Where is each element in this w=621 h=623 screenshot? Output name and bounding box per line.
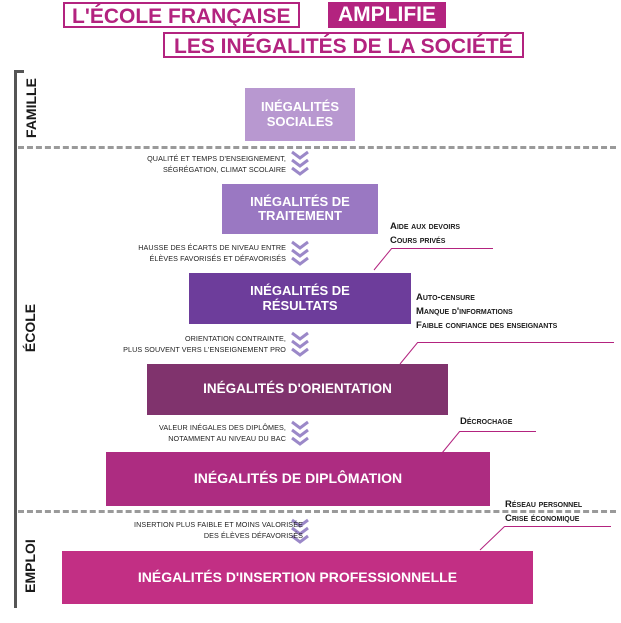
annotation-line: Réseau personnel [505, 499, 583, 510]
annotation-line: Aide aux devoirs [390, 221, 461, 232]
annotation-diplomation [505, 498, 582, 526]
box-line: INÉGALITÉS DE [250, 193, 350, 209]
box-inegalites-diplomation [106, 452, 490, 506]
note-line: ÉLÈVES FAVORISÉS ET DÉFAVORISÉS [149, 254, 286, 264]
annotation-underline [505, 526, 611, 527]
annotation-underline [460, 431, 536, 432]
annotation-line: Manque d'informations [416, 305, 513, 317]
note-line: ORIENTATION CONTRAINTE, [184, 334, 286, 343]
title-line1-part2: AMPLIFIE [328, 2, 446, 28]
annotation-line: Crise économique [505, 512, 580, 524]
annotation-orientation [460, 415, 512, 429]
note-line: PLUS SOUVENT VERS L'ENSEIGNEMENT PRO [123, 345, 286, 355]
annotation-resultats [416, 291, 557, 332]
note-orientation-causes [123, 333, 286, 355]
title-line1-part1: L'ÉCOLE FRANÇAISE [63, 2, 300, 28]
note-line: HAUSSE DES ÉCARTS DE NIVEAU ENTRE [138, 243, 286, 252]
box-inegalites-resultats [189, 273, 411, 324]
annotation-connector [372, 248, 396, 272]
annotation-connector [440, 431, 464, 455]
annotation-line: Décrochage [460, 416, 513, 427]
note-line: NOTAMMENT AU NIVEAU DU BAC [168, 434, 286, 444]
title-line2: LES INÉGALITÉS DE LA SOCIÉTÉ [163, 32, 524, 58]
annotation-underline [418, 342, 614, 343]
note-line: INSERTION PLUS FAIBLE ET MOINS VALORISÉE [134, 520, 303, 529]
box-line: INÉGALITÉS [260, 99, 339, 115]
note-resultats-causes [138, 242, 286, 264]
box-inegalites-insertion [62, 551, 533, 604]
note-line: VALEUR INÉGALES DES DIPLÔMES, [159, 423, 286, 432]
box-line: INÉGALITÉS D'INSERTION PROFESSIONNELLE [137, 568, 458, 585]
bracket-top-tick [14, 70, 24, 73]
chevron-down-icon [290, 420, 310, 448]
section-label-famille: FAMILLE [23, 78, 39, 138]
section-label-ecole: ÉCOLE [22, 303, 38, 353]
note-traitement-causes [147, 153, 286, 175]
box-line: SOCIALES [266, 113, 334, 129]
separator-famille-ecole [18, 146, 616, 149]
box-inegalites-orientation [147, 364, 448, 415]
box-line: INÉGALITÉS DE DIPLÔMATION [193, 470, 403, 487]
annotation-line: Auto-censure [416, 292, 475, 303]
note-insertion-causes [134, 519, 303, 541]
annotation-connector [478, 526, 508, 552]
box-line: TRAITEMENT [258, 208, 342, 223]
annotation-line: Cours privés [390, 234, 446, 246]
box-inegalites-sociales [245, 88, 355, 141]
chevron-down-icon [290, 331, 310, 359]
annotation-connector [398, 342, 422, 366]
box-line: INÉGALITÉS D'ORIENTATION [203, 381, 392, 397]
box-line: RÉSULTATS [262, 297, 338, 313]
note-line: SÉGRÉGATION, CLIMAT SCOLAIRE [162, 165, 286, 175]
section-label-emploi: EMPLOI [22, 539, 38, 593]
annotation-line: Faible confiance des enseignants [416, 319, 558, 331]
annotation-traitement [390, 220, 460, 248]
note-diplomation-causes [159, 422, 286, 444]
section-bracket [14, 70, 17, 608]
note-line: DES ÉLÈVES DÉFAVORISÉS [203, 531, 303, 541]
chevron-down-icon [290, 240, 310, 268]
note-line: QUALITÉ ET TEMPS D'ENSEIGNEMENT, [147, 154, 286, 163]
annotation-underline [392, 248, 493, 249]
box-line: INÉGALITÉS DE [250, 283, 350, 299]
box-inegalites-traitement [222, 184, 378, 234]
chevron-down-icon [290, 150, 310, 178]
